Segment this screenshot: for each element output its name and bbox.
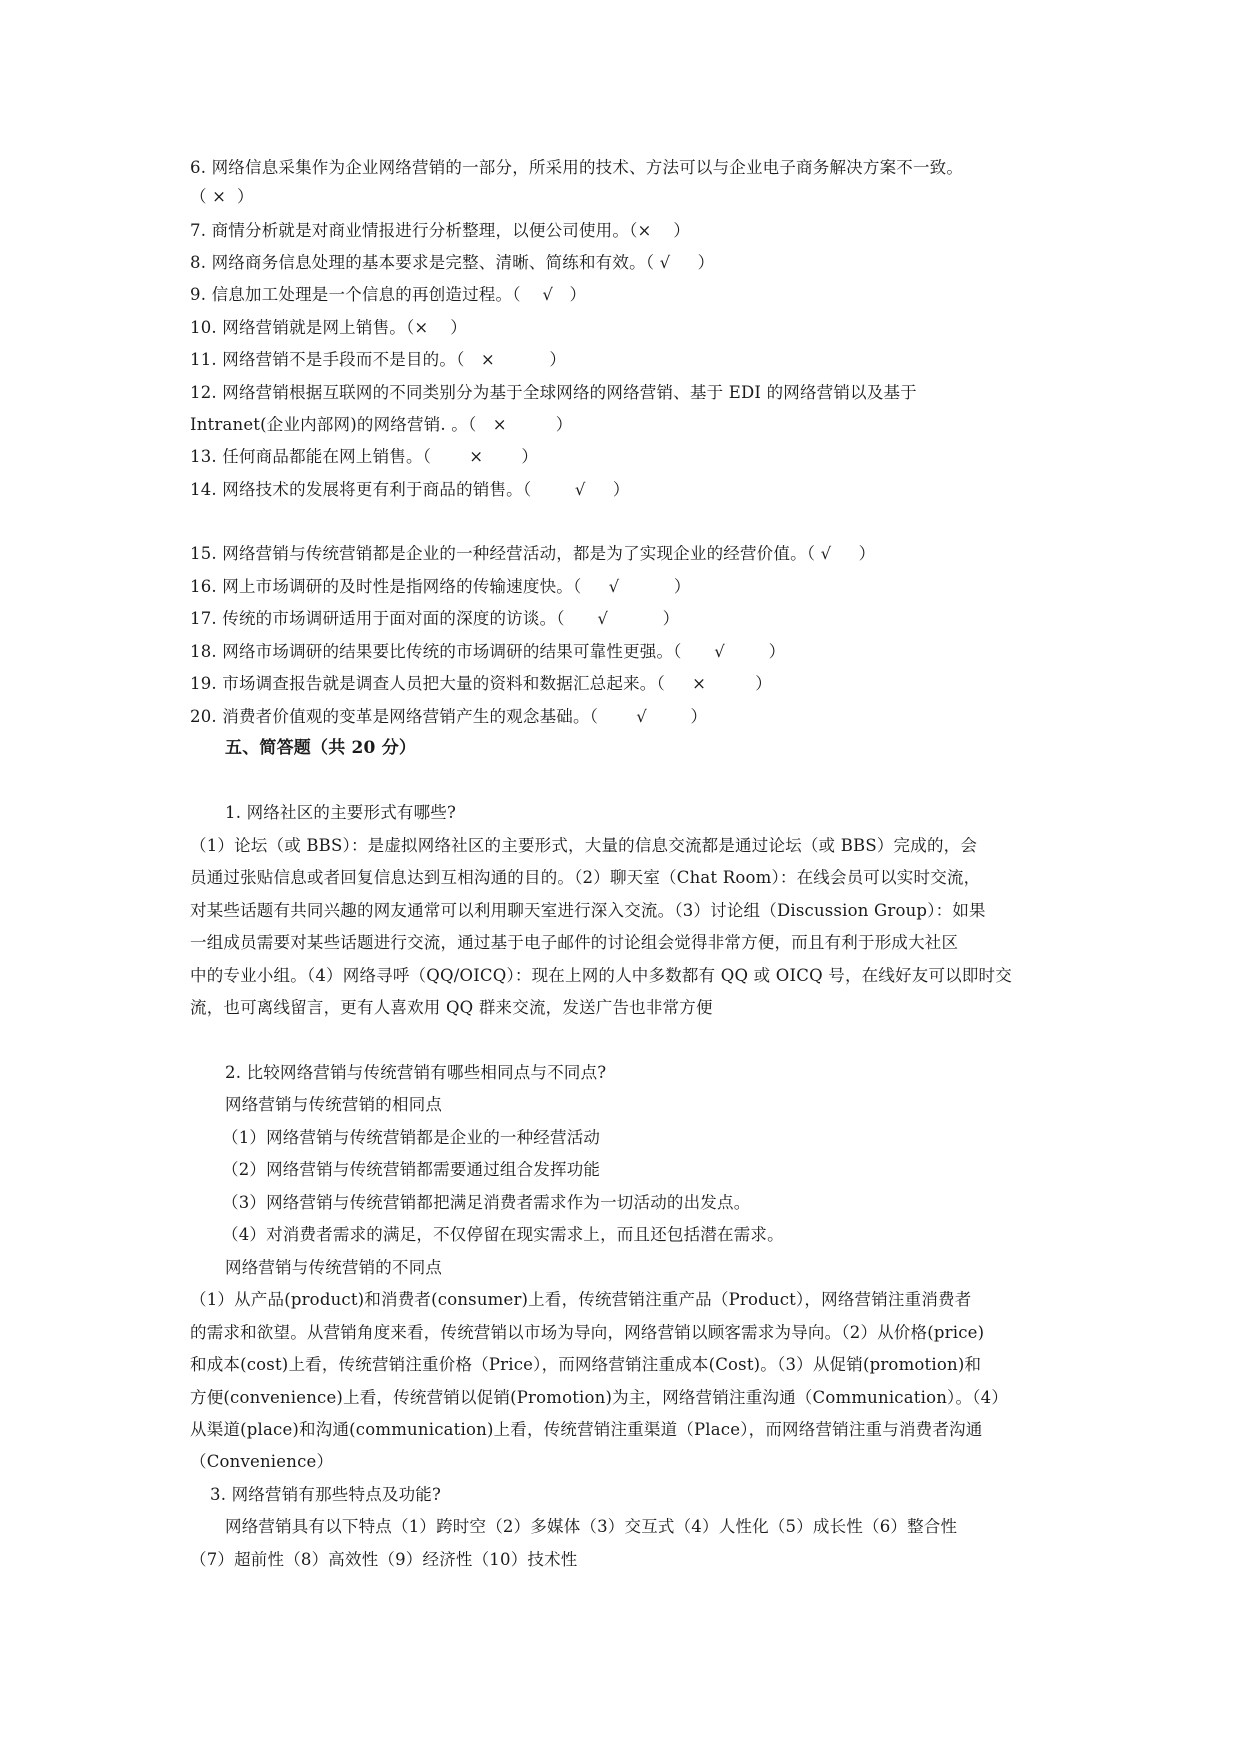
question-17: 17. 传统的市场调研适用于面对面的深度的访谈。（ √ ） bbox=[190, 609, 680, 628]
answer-1-line: 员通过张贴信息或者回复信息达到互相沟通的目的。（2）聊天室（Chat Room）：在线会员可以实时交流， bbox=[190, 868, 981, 887]
question-10: 10. 网络营销就是网上销售。（× ） bbox=[190, 318, 467, 337]
answer-3-line: （7）超前性（8）高效性（9）经济性（10）技术性 bbox=[190, 1550, 578, 1569]
question-6-line-1: 6. 网络信息采集作为企业网络营销的一部分，所采用的技术、方法可以与企业电子商务解决方案不一致。 bbox=[190, 158, 964, 177]
answer-3-line: 网络营销具有以下特点（1）跨时空（2）多媒体（3）交互式（4）人性化（5）成长性（6）整合性 bbox=[225, 1517, 958, 1536]
answer-1-line: 流，也可离线留言，更有人喜欢用 QQ 群来交流，发送广告也非常方便 bbox=[190, 998, 713, 1017]
question-19: 19. 市场调查报告就是调查人员把大量的资料和数据汇总起来。（ × ） bbox=[190, 674, 772, 693]
section-5-heading: 五、简答题（共 20 分） bbox=[225, 738, 417, 758]
answer-2-same-title: 网络营销与传统营销的相同点 bbox=[225, 1095, 443, 1114]
answer-2-diff-line: （1）从产品(product)和消费者(consumer)上看，传统营销注重产品（Product），网络营销注重消费者 bbox=[190, 1290, 972, 1309]
answer-2-diff-line: （Convenience） bbox=[190, 1452, 334, 1471]
answer-2-same-item: （1）网络营销与传统营销都是企业的一种经营活动 bbox=[222, 1128, 601, 1147]
question-11: 11. 网络营销不是手段而不是目的。（ × ） bbox=[190, 350, 567, 369]
answer-1-question: 1. 网络社区的主要形式有哪些? bbox=[225, 803, 457, 822]
answer-2-question: 2. 比较网络营销与传统营销有哪些相同点与不同点? bbox=[225, 1063, 607, 1082]
question-13: 13. 任何商品都能在网上销售。（ × ） bbox=[190, 447, 539, 466]
answer-2-same-item: （4）对消费者需求的满足，不仅停留在现实需求上，而且还包括潜在需求。 bbox=[222, 1225, 784, 1244]
answer-2-diff-line: 和成本(cost)上看，传统营销注重价格（Price），而网络营销注重成本(Cost)。（3）从促销(promotion)和 bbox=[190, 1355, 982, 1374]
answer-1-line: 对某些话题有共同兴趣的网友通常可以利用聊天室进行深入交流。（3）讨论组（Discussion Group）：如果 bbox=[190, 901, 986, 920]
question-12-line-2: Intranet(企业内部网)的网络营销. 。（ × ） bbox=[190, 415, 573, 434]
question-6-line-2: （ × ） bbox=[190, 187, 254, 206]
question-14: 14. 网络技术的发展将更有利于商品的销售。（ √ ） bbox=[190, 480, 630, 499]
answer-1-line: （1）论坛（或 BBS）：是虚拟网络社区的主要形式，大量的信息交流都是通过论坛（或 BBS）完成的，会 bbox=[190, 836, 978, 855]
answer-1-line: 中的专业小组。（4）网络寻呼（QQ/OICQ）：现在上网的人中多数都有 QQ 或 OICQ 号，在线好友可以即时交 bbox=[190, 966, 1012, 985]
answer-2-diff-title: 网络营销与传统营销的不同点 bbox=[225, 1258, 443, 1277]
question-7: 7. 商情分析就是对商业情报进行分析整理，以便公司使用。（× ） bbox=[190, 221, 691, 240]
answer-2-same-item: （2）网络营销与传统营销都需要通过组合发挥功能 bbox=[222, 1160, 601, 1179]
question-9: 9. 信息加工处理是一个信息的再创造过程。（ √ ） bbox=[190, 285, 587, 304]
answer-2-diff-line: 从渠道(place)和沟通(communication)上看，传统营销注重渠道（Place），而网络营销注重与消费者沟通 bbox=[190, 1420, 983, 1439]
answer-2-same-item: （3）网络营销与传统营销都把满足消费者需求作为一切活动的出发点。 bbox=[222, 1193, 751, 1212]
answer-2-diff-line: 的需求和欲望。从营销角度来看，传统营销以市场为导向，网络营销以顾客需求为导向。（2）从价格(price) bbox=[190, 1323, 985, 1342]
question-12-line-1: 12. 网络营销根据互联网的不同类别分为基于全球网络的网络营销、基于 EDI 的网络营销以及基于 bbox=[190, 383, 917, 402]
answer-1-line: 一组成员需要对某些话题进行交流，通过基于电子邮件的讨论组会觉得非常方便，而且有利于形成大社区 bbox=[190, 933, 959, 952]
answer-3-question: 3. 网络营销有那些特点及功能? bbox=[210, 1485, 442, 1504]
question-18: 18. 网络市场调研的结果要比传统的市场调研的结果可靠性更强。（ √ ） bbox=[190, 642, 786, 661]
question-16: 16. 网上市场调研的及时性是指网络的传输速度快。（ √ ） bbox=[190, 577, 691, 596]
question-8: 8. 网络商务信息处理的基本要求是完整、清晰、简练和有效。（ √ ） bbox=[190, 253, 715, 272]
question-15: 15. 网络营销与传统营销都是企业的一种经营活动，都是为了实现企业的经营价值。（ √ ） bbox=[190, 544, 876, 563]
answer-2-diff-line: 方便(convenience)上看，传统营销以促销(Promotion)为主，网络营销注重沟通（Communication）。（4） bbox=[190, 1388, 1009, 1407]
question-20: 20. 消费者价值观的变革是网络营销产生的观念基础。（ √ ） bbox=[190, 707, 708, 726]
